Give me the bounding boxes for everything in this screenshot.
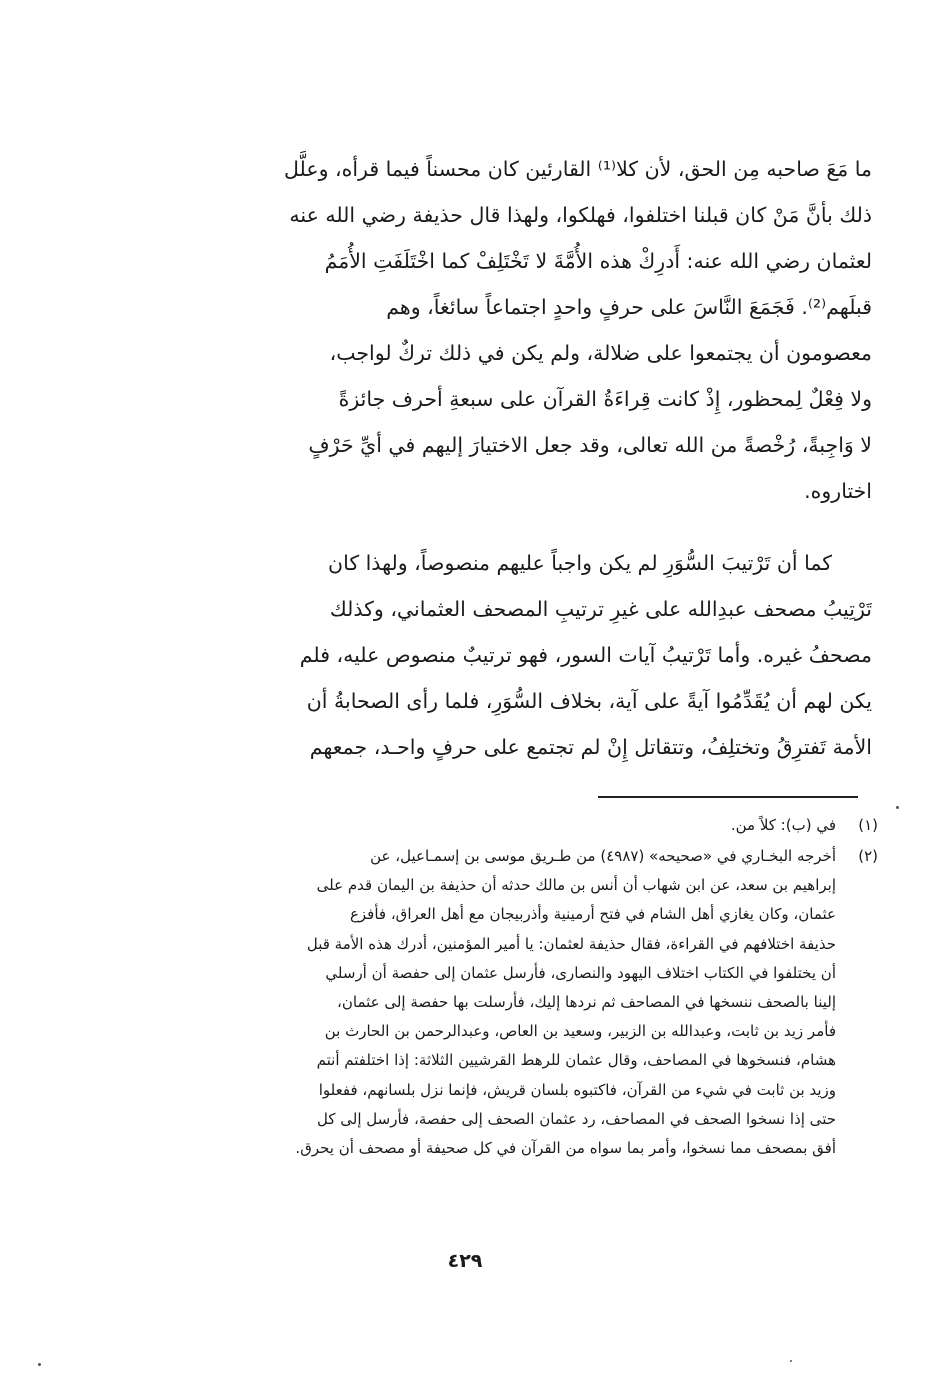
footnote-line: حذيفة اختلافهم في القراءة، فقال حذيفة لعثمان: يا أمير المؤمنين، أدرك هذه الأمة قبل bbox=[306, 934, 836, 953]
scan-speck bbox=[790, 1360, 792, 1362]
text-line: الأمة تَفترِقُ وتختلِفُ، وتتقاتل إِنْ لم تجتمع على حرفٍ واحـد، جمعهم bbox=[309, 735, 872, 759]
text-line: اختاروه. bbox=[804, 479, 872, 503]
footnote-divider bbox=[598, 796, 858, 798]
footnote-1 bbox=[156, 811, 878, 840]
text-line: ذلك بأنَّ مَنْ كان قبلنا اختلفوا، فهلكوا، ولهذا قال حذيفة رضي الله عنه bbox=[289, 203, 872, 227]
footnote-line: أخرجه البخـاري في «صحيحه» (٤٩٨٧) من طـريق موسى بن إسمـاعيل، عن bbox=[370, 847, 836, 865]
footnote-2 bbox=[156, 842, 878, 1163]
text-line: لعثمان رضي الله عنه: أَدرِكْ هذه الأُمَّةَ لا تَخْتَلِفْ كما اخْتَلَفَتِ الأُمَمُ bbox=[324, 249, 872, 273]
footnote-line: في (ب): كلاً من. bbox=[730, 816, 836, 834]
text-line: قبلَهم⁽²⁾. فَجَمَعَ النَّاسَ على حرفٍ واحدٍ اجتماعاً سائغاً، وهم bbox=[386, 295, 872, 319]
main-paragraph-2 bbox=[158, 540, 872, 770]
footnote-marker: (٢) bbox=[858, 847, 878, 865]
text-line: ولا فِعْلٌ لِمحظور، إِذْ كانت قِراءَةُ القرآن على سبعةِ أحرف جائزةً bbox=[338, 387, 872, 411]
text-line: تَرْتِيبُ مصحف عبدِالله على غيرِ ترتيبِ المصحف العثماني، وكذلك bbox=[329, 597, 872, 621]
footnote-line: أفق بمصحف مما نسخوا، وأمر بما سواه من القرآن في كل صحيفة أو مصحف أن يحرق. bbox=[295, 1139, 836, 1158]
text-line: لا وَاجِبةً، رُخْصةً من الله تعالى، وقد جعل الاختيارَ إليهم في أيِّ حَرْفٍ bbox=[308, 433, 872, 457]
footnote-line: إبراهيم بن سعد، عن ابن شهاب أن أنس بن مالك حدثه أن حذيفة بن اليمان قدم على bbox=[316, 876, 836, 895]
footnote-line: عثمان، وكان يغازي أهل الشام في فتح أرمينية وأذربيجان مع أهل العراق، فأفزع bbox=[349, 905, 836, 924]
footnote-line: هشام، فنسخوها في المصاحف، وقال عثمان للرهط القرشيين الثلاثة: إذا اختلفتم أنتم bbox=[316, 1051, 836, 1070]
main-paragraph-1 bbox=[158, 146, 872, 514]
text-line: ما مَعَ صاحبه مِن الحق، لأن كلا⁽¹⁾ القارئين كان محسناً فيما قرأه، وعلَّل bbox=[284, 157, 872, 181]
footnote-line: حتى إذا نسخوا الصحف في المصاحف، رد عثمان الصحف إلى حفصة، فأرسل إلى كل bbox=[317, 1109, 836, 1128]
footnote-line: إلينا بالصحف ننسخها في المصاحف ثم نردها إليك، فأرسلت بها حفصة إلى عثمان، bbox=[337, 993, 836, 1012]
footnote-line: أن يختلفوا في الكتاب اختلاف اليهود والنصارى، فأرسل عثمان إلى حفصة أن أرسلي bbox=[325, 963, 836, 982]
text-line: يكن لهم أن يُقَدِّمُوا آيةً على آية، بخلاف السُّوَرِ، فلما رأى الصحابةُ أن bbox=[306, 689, 872, 713]
scan-speck bbox=[896, 806, 899, 809]
footnote-line: وزيد بن ثابت في شيء من القرآن، فاكتبوه بلسان قريش، فإنما نزل بلسانهم، ففعلوا bbox=[318, 1080, 836, 1099]
text-line: مصحفُ غيره. وأما تَرْتيبُ آيات السور، فهو ترتيبٌ منصوص عليه، فلم bbox=[299, 643, 872, 667]
text-line: معصومون أن يجتمعوا على ضلالة، ولم يكن في ذلك تركٌ لواجب، bbox=[329, 341, 872, 365]
scan-speck bbox=[38, 1363, 41, 1366]
page-number: ٤٢٩ bbox=[447, 1250, 483, 1272]
footnote-marker: (١) bbox=[858, 816, 878, 834]
text-line: كما أن تَرْتيبَ السُّوَرِ لم يكن واجباً عليهم منصوصاً، ولهذا كان bbox=[328, 551, 832, 575]
footnote-line: فأمر زيد بن ثابت، وعبدالله بن الزبير، وسعيد بن العاص، وعبدالرحمن بن الحارث بن bbox=[324, 1022, 836, 1041]
